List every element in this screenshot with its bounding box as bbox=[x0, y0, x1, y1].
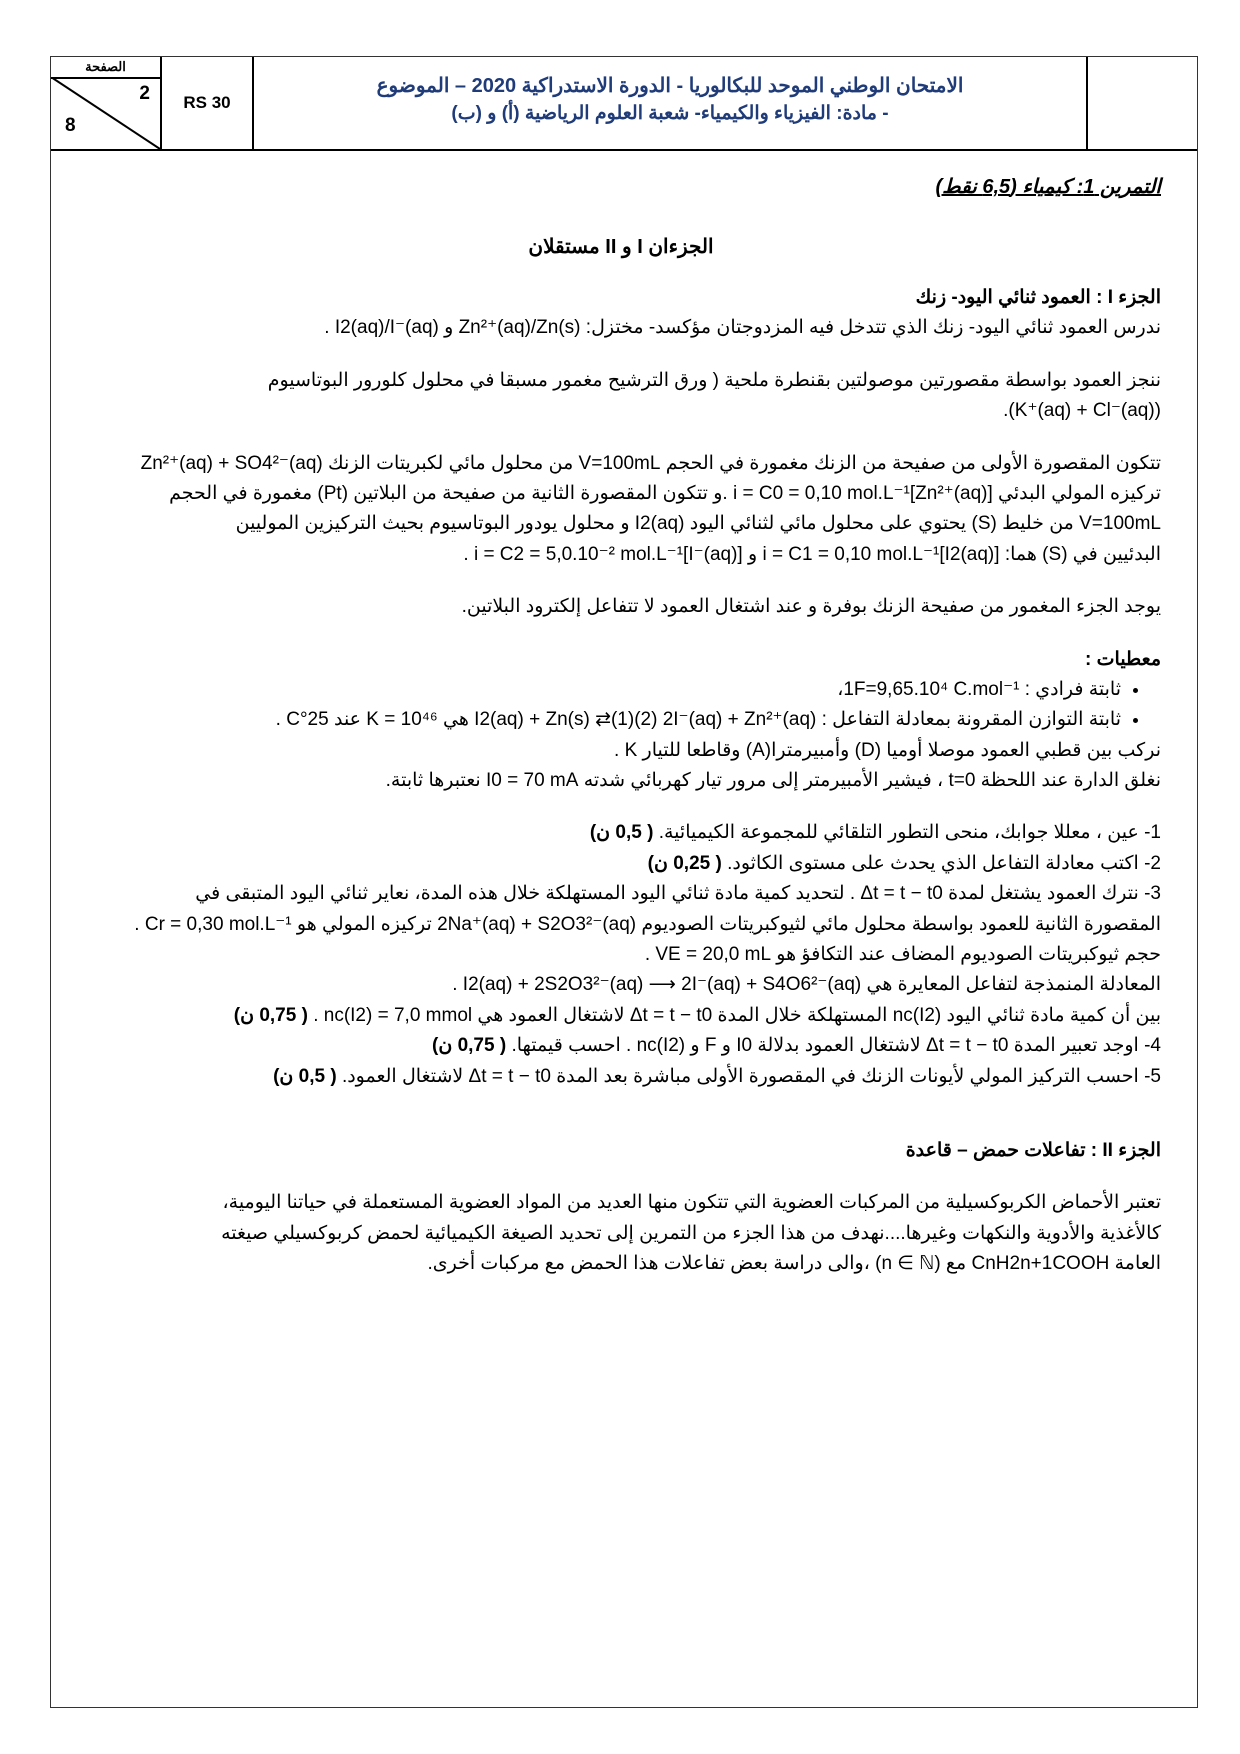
page-number: 2 bbox=[139, 83, 150, 104]
question-3e: بين أن كمية مادة ثنائي اليود nc(I2) المستهلكة خلال المدة Δt = t − t0 لاشتغال العمود هي nc(I2) = 7,0 mmol . ( 0,75 ن) bbox=[233, 1004, 1161, 1026]
part2-paragraph-1: تعتبر الأحماض الكربوكسيلية من المركبات العضوية التي تتكون منها العديد من المواد العضوية المستعملة في حياتنا اليومية، bbox=[222, 1192, 1161, 1214]
part1-title: الجزء I : العمود ثنائي اليود- زنك bbox=[915, 287, 1161, 308]
question-1: 1- عين ، معللا جوابك، منحى التطور التلقائي للمجموعة الكيميائية. ( 0,5 ن) bbox=[589, 822, 1161, 844]
exercise-subtitle: الجزءان I و II مستقلان bbox=[528, 236, 714, 258]
exam-code: RS 30 bbox=[162, 57, 254, 149]
page-total: 8 bbox=[65, 115, 76, 136]
part1-paragraph-3b: تركيزه المولي البدئي [Zn²⁺(aq)]i = C0 = 0,10 mol.L⁻¹ .و تتكون المقصورة الثانية من صفيحة من البلاتين (Pt) مغمورة في الحجم bbox=[169, 482, 1161, 504]
part2-paragraph-2: كالأغذية والأدوية والنكهات وغيرها....نهدف من هذا الجزء من التمرين إلى تحديد الصيغة الكيميائية لحمض كربوكسيلي صيغته bbox=[221, 1222, 1161, 1244]
part1-paragraph-5: نركب بين قطبي العمود موصلا أوميا (D) وأمبيرمترا(A) وقاطعا للتيار K . bbox=[614, 739, 1161, 761]
part2-paragraph-3: العامة CnH2n+1COOH مع (n ∈ ℕ) ،والى دراسة بعض تفاعلات هذا الحمض مع مركبات أخرى. bbox=[427, 1253, 1161, 1275]
part1-paragraph-3a: تتكون المقصورة الأولى من صفيحة من الزنك مغمورة في الحجم V=100mL من محلول مائي لكبريتات الزنك Zn²⁺(aq) + SO4²⁻(aq) bbox=[140, 452, 1161, 474]
part1-paragraph-3d: البدئيين في (S) هما: [I2(aq)]i = C1 = 0,10 mol.L⁻¹ و [I⁻(aq)]i = C2 = 5,0.10⁻² mol.L⁻¹ . bbox=[463, 543, 1161, 565]
question-5-points: ( 0,5 ن) bbox=[273, 1065, 337, 1087]
question-3b: المقصورة الثانية للعمود بواسطة محلول مائي لثيوكبريتات الصوديوم 2Na⁺(aq) + S2O3²⁻(aq) تركيزه المولي هو Cr = 0,30 mol.L⁻¹ . bbox=[134, 913, 1161, 935]
exam-title: الامتحان الوطني الموحد للبكالوريا - الدورة الاستدراكية 2020 – الموضوع bbox=[376, 75, 964, 97]
header-blank-cell bbox=[1088, 57, 1197, 149]
part1-paragraph-1: ندرس العمود ثنائي اليود- زنك الذي تتدخل فيه المزدوجتان مؤكسد- مختزل: Zn²⁺(aq)/Zn(s) و I2(aq)/I⁻(aq) . bbox=[324, 317, 1161, 339]
part2-title: الجزء II : تفاعلات حمض – قاعدة bbox=[905, 1139, 1161, 1161]
page-counter-cell bbox=[51, 57, 162, 149]
data-title: معطيات : bbox=[1085, 648, 1161, 670]
page-frame bbox=[50, 56, 1198, 1708]
exam-header bbox=[51, 57, 1197, 151]
part1-paragraph-4: يوجد الجزء المغمور من صفيحة الزنك بوفرة و عند اشتغال العمود لا تتفاعل إلكترود البلاتين. bbox=[461, 596, 1161, 618]
data-item-equilibrium: • ثابتة التوازن المقرونة بمعادلة التفاعل : I2(aq) + Zn(s) ⇄(1)(2) 2I⁻(aq) + Zn²⁺(aq) هي K = 10⁴⁶ عند 25°C . bbox=[81, 705, 1121, 735]
data-list bbox=[81, 675, 1161, 736]
question-2: 2- اكتب معادلة التفاعل الذي يحدث على مستوى الكاثود. ( 0,25 ن) bbox=[647, 852, 1161, 874]
question-3-points: ( 0,75 ن) bbox=[233, 1004, 308, 1026]
question-5: 5- احسب التركيز المولي لأيونات الزنك في المقصورة الأولى مباشرة بعد المدة Δt = t − t0 لاشتغال العمود. ( 0,5 ن) bbox=[273, 1065, 1161, 1087]
part1-paragraph-3c: V=100mL من خليط (S) يحتوي على محلول مائي لثنائي اليود I2(aq) و محلول يودور البوتاسيوم بحيث التركيزين الموليين bbox=[235, 513, 1161, 535]
data-item-faraday: • ثابتة فرادي : 1F=9,65.10⁴ C.mol⁻¹، bbox=[81, 675, 1121, 705]
exam-title-cell bbox=[254, 57, 1088, 149]
question-4-points: ( 0,75 ن) bbox=[432, 1035, 507, 1057]
question-3a: 3- نترك العمود يشتغل لمدة Δt = t − t0 . لتحديد كمية مادة ثنائي اليود المستهلكة خلال هذه المدة، نعاير ثنائي اليود المتبقى في bbox=[195, 883, 1161, 905]
question-2-points: ( 0,25 ن) bbox=[647, 852, 722, 874]
page-label: الصفحة bbox=[51, 57, 160, 79]
exam-content bbox=[81, 167, 1161, 1280]
question-3c: حجم ثيوكبريتات الصوديوم المضاف عند التكافؤ هو VE = 20,0 mL . bbox=[644, 944, 1161, 966]
part1-paragraph-2b: (K⁺(aq) + Cl⁻(aq)). bbox=[1003, 400, 1161, 422]
part1-paragraph-6: نغلق الدارة عند اللحظة t=0 ، فيشير الأمبيرمتر إلى مرور تيار كهربائي شدته I0 = 70 mA نعتبرها ثابتة. bbox=[385, 770, 1161, 792]
question-4: 4- اوجد تعبير المدة Δt = t − t0 لاشتغال العمود بدلالة I0 و F و nc(I2) . احسب قيمتها. ( 0,75 ن) bbox=[432, 1035, 1161, 1057]
part1-paragraph-2a: ننجز العمود بواسطة مقصورتين موصولتين بقنطرة ملحية ( ورق الترشيح مغمور مسبقا في محلول كلورور البوتاسيوم bbox=[267, 369, 1161, 391]
exercise-title: التمرين 1: كيمياء (6,5 نقط) bbox=[935, 176, 1161, 198]
question-1-points: ( 0,5 ن) bbox=[589, 822, 654, 844]
question-3d: المعادلة المنمذجة لتفاعل المعايرة هي I2(aq) + 2S2O3²⁻(aq) ⟶ 2I⁻(aq) + S4O6²⁻(aq) . bbox=[452, 974, 1161, 996]
exam-subject: - مادة: الفيزياء والكيمياء- شعبة العلوم الرياضية (أ) و (ب) bbox=[451, 103, 889, 124]
